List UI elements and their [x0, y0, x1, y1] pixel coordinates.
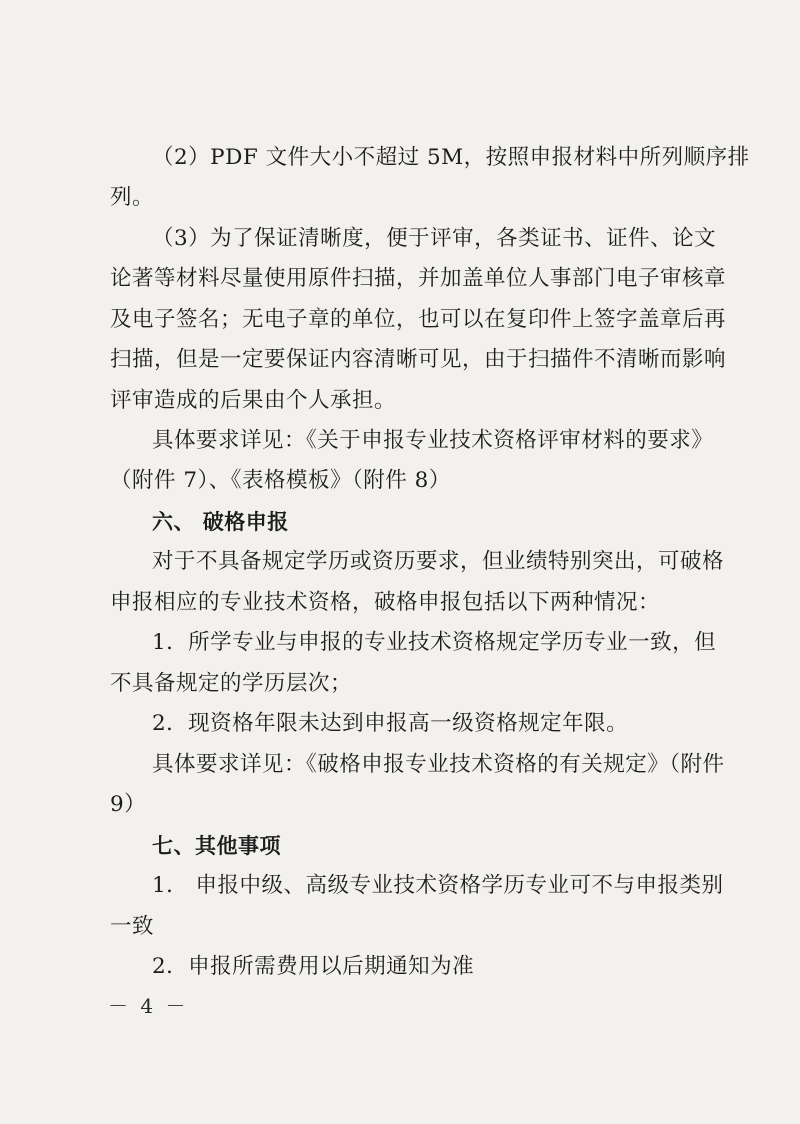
text-line: 1．所学专业与申报的专业技术资格规定学历专业一致，但: [152, 630, 717, 655]
text-line: （3）为了保证清晰度，便于评审，各类证书、证件、论文: [152, 226, 717, 251]
text-line: 9）: [110, 792, 147, 817]
text-line: （附件 7）、《表格模板》（附件 8）: [110, 468, 451, 493]
text-line: 不具备规定的学历层次；: [110, 671, 353, 696]
text-line: 列。: [110, 185, 155, 210]
text-line: 评审造成的后果由个人承担。: [110, 388, 397, 413]
section-heading: 七、其他事项: [152, 834, 281, 858]
text-line: 具体要求详见：《破格申报专业技术资格的有关规定》（附件: [152, 752, 725, 777]
page-number: － 4 －: [108, 994, 189, 1018]
text-line: 一致: [110, 914, 155, 939]
text-line: 具体要求详见：《关于申报专业技术资格评审材料的要求》: [152, 428, 714, 453]
text-line: 对于不具备规定学历或资历要求，但业绩特别突出，可破格: [152, 549, 725, 574]
text-line: 论著等材料尽量使用原件扫描，并加盖单位人事部门电子审核章: [110, 266, 727, 291]
text-line: 2．申报所需费用以后期通知为准: [152, 954, 475, 979]
text-line: 扫描，但是一定要保证内容清晰可见，由于扫描件不清晰而影响: [110, 347, 727, 372]
section-heading: 六、 破格申报: [152, 510, 289, 534]
text-line: 及电子签名；无电子章的单位，也可以在复印件上签字盖章后再: [110, 307, 727, 332]
text-line: 1． 申报中级、高级专业技术资格学历专业可不与申报类别: [152, 873, 724, 898]
text-line: 申报相应的专业技术资格，破格申报包括以下两种情况：: [110, 590, 661, 615]
text-line: （2）PDF 文件大小不超过 5M，按照申报材料中所列顺序排: [152, 145, 750, 170]
text-line: 2．现资格年限未达到申报高一级资格规定年限。: [152, 711, 629, 736]
